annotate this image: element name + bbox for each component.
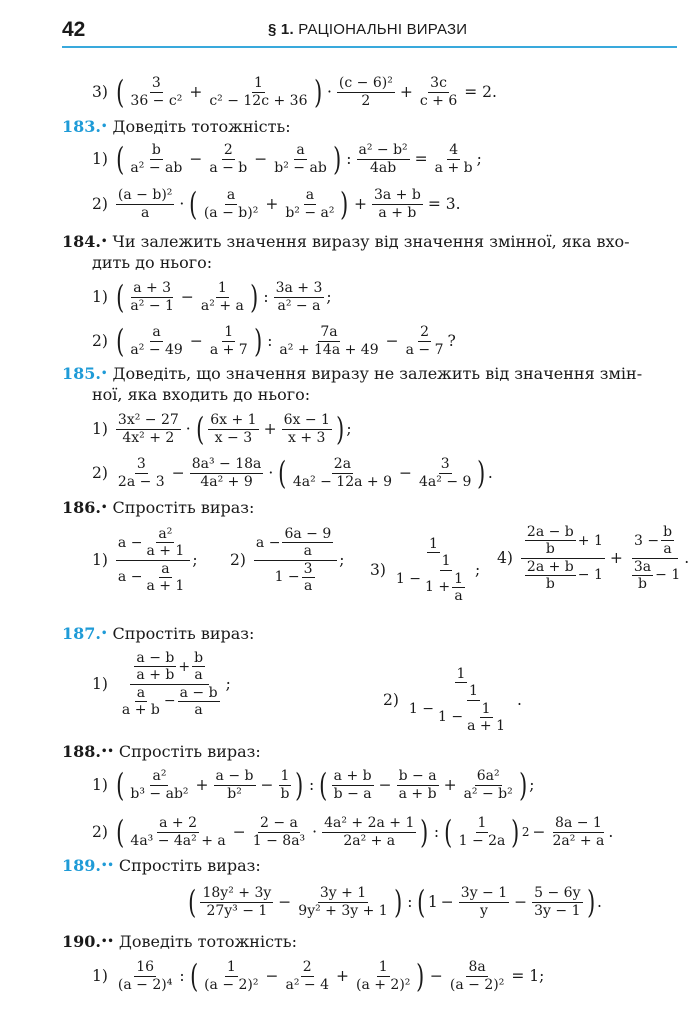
exercise-184-title: 184. • Чи залежить значення виразу від значення змінної, яка вхо- xyxy=(62,232,630,251)
fraction: (c − 6)² 2 xyxy=(338,75,393,109)
exercise-185-title: 185. • Доведіть, що значення виразу не залежить від значення змін- xyxy=(62,364,643,383)
fraction: b a² − ab xyxy=(130,142,183,176)
fraction: $\frac{6x - 1}{x + 3}$ xyxy=(283,412,330,446)
part-label: 1) xyxy=(92,967,108,985)
fraction: a a² − 49 xyxy=(130,324,183,358)
fraction: $\frac{1}{b}$ xyxy=(280,768,290,802)
complex-fraction: 1 1 − 1 1 − $\frac{1}{a + 1}$ xyxy=(408,666,505,734)
part-label: 2) xyxy=(230,551,246,569)
complex-fraction: a − b a + b + b a a a + b − a − b a xyxy=(121,650,218,718)
fraction: a² b³ − ab² xyxy=(130,768,189,802)
fraction: 16 (a − 2)⁴ xyxy=(117,959,173,993)
part-label: 1) xyxy=(92,675,108,693)
part-label: 2) xyxy=(383,691,399,709)
exercise-186-part-1: 1) a − $\frac{\text{a²}}{a + 1}$ a − $\frac{a}{a + 1}$ ; xyxy=(92,526,198,594)
complex-fraction: 1 1 − 1 1 + $\frac{1}{a}$ xyxy=(395,536,464,604)
fraction: 4a² + 2a + 1 2a² + a xyxy=(324,815,415,849)
fraction: $\frac{3a + b}{a + b}$ xyxy=(373,187,421,221)
fraction: (a − b)² a xyxy=(117,187,173,221)
section-title: РАЦІОНАЛЬНІ ВИРАЗИ xyxy=(298,21,468,38)
fraction: a + b b − a xyxy=(333,768,372,802)
exercise-text: Спростіть вираз: xyxy=(118,742,261,761)
fraction: $\frac{\text{8a³ − 18a}}{\text{4a² + 9}}$ xyxy=(191,456,262,490)
fraction: 1 1 − 2a xyxy=(458,815,506,849)
fraction: 7a a² + 14a + 49 xyxy=(279,324,379,358)
part-label: 1) xyxy=(92,551,108,569)
exercise-186-part-2: 2) a − $\frac{6a - 9}{a}$ 1 − $\frac{3}{a}$ ; xyxy=(230,526,345,594)
part-label: 1) xyxy=(92,420,108,438)
exercise-187-title: 187. • Спростіть вираз: xyxy=(62,624,255,643)
page-header xyxy=(62,14,677,48)
exercise-text: Доведіть, що значення виразу не залежить від значення змін- xyxy=(112,364,643,383)
fraction: 3 2a − 3 xyxy=(117,456,165,490)
fraction: $\frac{a}{\text{b² − a²}}$ xyxy=(285,187,335,221)
complex-fraction: a − $\frac{\text{a²}}{a + 1}$ a − $\frac{a}{a + 1}$ xyxy=(116,526,190,593)
exercise-number: 188. xyxy=(62,742,101,761)
complex-fraction: 2a − b b + 1 2a + b b − 1 xyxy=(521,524,605,591)
exercise-190-title: 190. •• Доведіть тотожність: xyxy=(62,932,297,951)
exercise-190-part-1: 1) 16 (a − 2)⁴ : ( 1 (a − 2)² − $\frac{2}{\text{a² − 4}}$ + $\frac{1}{\text{(a + 2)²}}$ ) − $\frac{8a}{\text{(a − 2)²}}$ = 1; xyxy=(92,957,545,995)
part-label: 2) xyxy=(92,332,108,350)
complex-fraction: 3 − $\frac{b}{a}$ 3a b − 1 xyxy=(633,524,681,592)
exercise-text: Доведіть тотожність: xyxy=(112,117,291,136)
part-label: 2) xyxy=(92,464,108,482)
exercise-184-text-cont: дить до нього: xyxy=(92,253,213,272)
fraction: a + 2 4a³ − 4a² + a xyxy=(130,815,226,849)
exercise-text: Спростіть вираз: xyxy=(112,624,255,643)
page-number: 42 xyxy=(62,18,86,41)
exercise-186-title: 186. • Спростіть вираз: xyxy=(62,498,255,517)
fraction: $\frac{\text{6a²}}{\text{a² − b²}}$ xyxy=(463,768,513,802)
fraction: 6x + 1 x − 3 xyxy=(210,412,257,446)
exercise-number: 186. xyxy=(62,498,101,517)
fraction: $\frac{3c}{c + 6}$ xyxy=(419,75,458,109)
part-label: 3) xyxy=(370,561,386,579)
exercise-184-part-2: 2) ( a a² − 49 − $\frac{1}{a + 7}$ ) : 7a a² + 14a + 49 − $\frac{2}{a - 7}$ ? xyxy=(92,322,456,360)
header-rule xyxy=(62,46,677,48)
fraction: $\frac{2}{a - 7}$ xyxy=(405,324,444,358)
exercise-183-title: 183. • Доведіть тотожність: xyxy=(62,117,291,136)
fraction: $\frac{\text{a² − b²}}{4ab}$ xyxy=(358,142,408,176)
fraction: $\frac{3y - 1}{y}$ xyxy=(460,885,508,919)
fraction: 3x² − 27 4x² + 2 xyxy=(117,412,179,446)
complex-fraction: a − $\frac{6a - 9}{a}$ 1 − $\frac{3}{a}$ xyxy=(254,526,337,593)
exercise-number: 184. xyxy=(62,232,101,251)
exercise-text: Спростіть вираз: xyxy=(118,856,261,875)
fraction: $\frac{3}{\text{4a² − 9}}$ xyxy=(419,456,472,490)
fraction: 3a + 3 a² − a xyxy=(275,280,323,314)
fraction: 2a 4a² − 12a + 9 xyxy=(292,456,393,490)
part-label: 4) xyxy=(497,549,513,567)
fraction: $\frac{5 - 6y}{3y - 1}$ xyxy=(534,885,581,919)
fraction: $\frac{1}{a + 7}$ xyxy=(209,324,248,358)
exercise-183-part-1: 1) ( b a² − ab − $\frac{2}{a - b}$ − $\frac{a}{\text{b² − ab}}$ ) : $\frac{\text{a² − b²}}{4ab}$ = $\frac{4}{a + b}$ ; xyxy=(92,140,482,178)
fraction: $\frac{2}{\text{a² − 4}}$ xyxy=(285,959,329,993)
fraction: $\frac{a - b}{\text{b²}}$ xyxy=(215,768,254,802)
fraction: $\frac{b - a}{a + b}$ xyxy=(398,768,437,802)
fraction: $\frac{3y + 1}{\text{9y² + 3y + 1}}$ xyxy=(298,885,388,919)
section-heading xyxy=(268,21,467,38)
exercise-185-part-2: 2) 3 2a − 3 − $\frac{\text{8a³ − 18a}}{\text{4a² + 9}}$ · ( 2a 4a² − 12a + 9 − $\frac{3}{\text{4a² − 9}}$ ) . xyxy=(92,454,493,492)
part-label: 2) xyxy=(92,195,108,213)
exercise-188-part-1: 1) ( a² b³ − ab² + $\frac{a - b}{\text{b²}}$ − $\frac{1}{b}$ ) : ( a + b b − a − $\frac{b - a}{a + b}$ + $\frac{\text{6a²}}{\text{a² − b²}}$ ) ; xyxy=(92,766,535,804)
fraction: a + 3 a² − 1 xyxy=(130,280,174,314)
exercise-text: Чи залежить значення виразу від значення змінної, яка вхо- xyxy=(112,232,630,251)
part-label: 3) xyxy=(92,83,108,101)
exercise-187-part-2: 2) 1 1 − 1 1 − $\frac{1}{a + 1}$ . xyxy=(383,666,522,734)
exercise-184-part-1: 1) ( a + 3 a² − 1 − $\frac{1}{\text{a² + a}}$ ) : 3a + 3 a² − a ; xyxy=(92,278,332,316)
fraction: $\frac{1}{\text{(a + 2)²}}$ xyxy=(355,959,411,993)
fraction: $\frac{2 - a}{\text{1 − 8a³}}$ xyxy=(252,815,306,849)
fraction: $\frac{8a - 1}{\text{2a² + a}}$ xyxy=(552,815,605,849)
exercise-188-title: 188. •• Спростіть вираз: xyxy=(62,742,261,761)
fraction: a (a − b)² xyxy=(203,187,259,221)
exercise-number: 185. xyxy=(62,364,101,383)
fraction: $\frac{2}{a - b}$ xyxy=(209,142,248,176)
fraction: $\frac{8a}{\text{(a − 2)²}}$ xyxy=(449,959,505,993)
fraction: 18y² + 3y 27y³ − 1 xyxy=(202,885,272,919)
exercise-text: Спростіть вираз: xyxy=(112,498,255,517)
fraction: 3 36 − c² xyxy=(130,75,183,109)
section-mark: § 1. xyxy=(268,21,294,38)
exercise-text: Доведіть тотожність: xyxy=(118,932,297,951)
paren-open: ( xyxy=(116,73,125,111)
fraction: $\frac{4}{a + b}$ xyxy=(434,142,473,176)
fraction: $\frac{a}{\text{b² − ab}}$ xyxy=(274,142,327,176)
exercise-number: 189. xyxy=(62,856,101,875)
exercise-183-part-2: 2) (a − b)² a · ( a (a − b)² + $\frac{a}{\text{b² − a²}}$ ) + $\frac{3a + b}{a + b}$ = 3. xyxy=(92,185,461,223)
part-label: 1) xyxy=(92,150,108,168)
part-label: 2) xyxy=(92,823,108,841)
exercise-185-text-cont: ної, яка входить до нього: xyxy=(92,385,311,404)
exercise-187-part-1: 1) a − b a + b + b a a a + b − a − b a ; xyxy=(92,650,231,718)
exercise-186-part-4: 4) 2a − b b + 1 2a + b b − 1 + 3 − $\frac{b}{a}$ 3a b − 1 . xyxy=(497,524,690,592)
exercise-185-part-1: 1) 3x² − 27 4x² + 2 · ( 6x + 1 x − 3 + $\frac{6x - 1}{x + 3}$ ) ; xyxy=(92,410,352,448)
part-label: 1) xyxy=(92,288,108,306)
exercise-189-expression: ( 18y² + 3y 27y³ − 1 − $\frac{3y + 1}{\text{9y² + 3y + 1}}$ ) : ( 1 − $\frac{3y - 1}{y}$ − $\frac{5 - 6y}{3y - 1}$ ) . xyxy=(188,883,602,921)
fraction: 1 (a − 2)² xyxy=(204,959,259,993)
exercise-186-part-3: 3) 1 1 − 1 1 + $\frac{1}{a}$ ; xyxy=(370,536,481,604)
exercise-188-part-2: 2) ( a + 2 4a³ − 4a² + a − $\frac{2 - a}{\text{1 − 8a³}}$ · 4a² + 2a + 1 2a² + a ) : ( 1 1 − 2a ) 2 − $\frac{8a - 1}{\text{2a² + a}}$ . xyxy=(92,813,614,851)
fraction: $\frac{1}{\text{c² − 12c + 36}}$ xyxy=(209,75,308,109)
exercise-number: 183. xyxy=(62,117,101,136)
exercise-189-title: 189. •• Спростіть вираз: xyxy=(62,856,261,875)
exercise-number: 187. xyxy=(62,624,101,643)
exercise-182-part-3: 3) ( 3 36 − c² + $\frac{1}{\text{c² − 12c + 36}}$ ) · (c − 6)² 2 + $\frac{3c}{c + 6}$ = 2. xyxy=(92,73,497,111)
part-label: 1) xyxy=(92,776,108,794)
paren-close: ) xyxy=(313,73,322,111)
fraction: $\frac{1}{\text{a² + a}}$ xyxy=(200,280,244,314)
exercise-number: 190. xyxy=(62,932,101,951)
